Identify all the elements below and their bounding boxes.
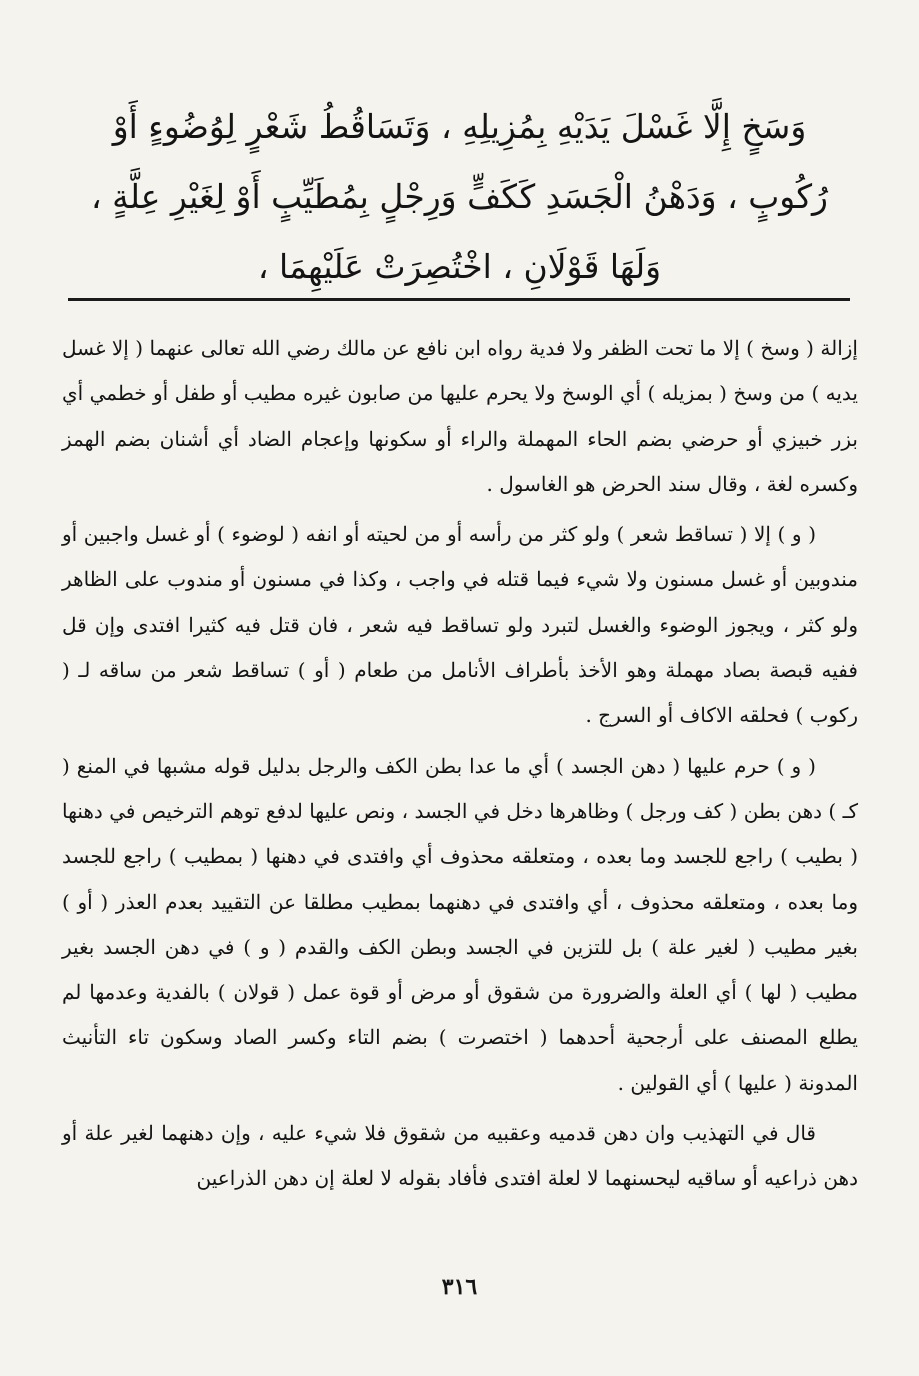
commentary-paragraph: ( و ) إلا ( تساقط شعر ) ولو كثر من رأسه أو من لحيته أو انفه ( لوضوء ) أو غسل واجبين أو مندوبين أو غسل مسنون ولا شيء فيما قتله في واجب ، وكذا في مسنون أو مندوب على الظاهر ولو كثر ، ويجوز الوضوء والغسل لتبرد ولو تساقط فيه شعر ، فان قتل فيه كثيرا افتدى وإن قل ففيه قبصة بصاد مهملة وهو الأخذ بأطراف الأنامل من طعام ( أو ) تساقط شعر من ساقه لـ ( ركوب ) فحلقه الاكاف أو السرج .	[62, 522, 859, 728]
commentary-paragraph: ( و ) حرم عليها ( دهن الجسد ) أي ما عدا بطن الكف والرجل بدليل قوله مشبها في المنع ( كـ ) دهن بطن ( كف ورجل ) وظاهرها دخل في الجسد ، ونص عليها لدفع توهم الترخيص في دهنها ( بطيب ) راجع للجسد وما بعده ، ومتعلقه محذوف أي وافتدى في دهنها ( بمطيب ) راجع للجسد وما بعده ، ومتعلقه محذوف ، أي وافتدى في دهنهما بمطيب مطلقا عن التقييد بعدم العذر ( أو ) بغير مطيب ( لغير علة ) بل للتزين في الجسد وبطن الكف والقدم ( و ) في دهن الجسد بغير مطيب ( لها ) أي العلة والضرورة من شقوق أو مرض أو قوة عمل ( قولان ) بالفدية وعدمها لم يطلع المصنف على أرجحية أحدهما ( اختصرت ) بضم التاء وكسر الصاد وسكون تاء التأنيث المدونة ( عليها ) أي القولين .	[62, 753, 859, 1095]
verse-line: وَلَهَا قَوْلَانِ ، اخْتُصِرَتْ عَلَيْهِمَا ،	[257, 247, 662, 286]
section-divider	[68, 298, 850, 301]
commentary-block	[62, 326, 858, 1207]
commentary-paragraph: قال في التهذيب وان دهن قدميه وعقبيه من شقوق فلا شيء عليه ، وإن دهنهما لغير علة أو دهن ذراعيه أو ساقيه ليحسنهما لا لعلة افتدى فأفاد بقوله لا لعلة إن دهن الذراعين	[62, 1121, 858, 1191]
verse-line: رُكُوبٍ ، وَدَهْنُ الْجَسَدِ كَكَفٍّ وَرِجْلٍ بِمُطَيِّبٍ أَوْ لِغَيْرِ عِلَّةٍ ،	[90, 177, 828, 216]
page-number: ٣١٦	[441, 1274, 478, 1300]
verse-block	[60, 92, 859, 302]
commentary-paragraph: إزالة ( وسخ ) إلا ما تحت الظفر ولا فدية رواه ابن نافع عن مالك رضي الله تعالى عنهما ( إلا غسل يديه ) من وسخ ( بمزيله ) أي الوسخ ولا يحرم عليها من صابون غيره مطيب أو طفل أو خطمي أي بزر خبيزي أو حرضي بضم الحاء المهملة والراء أو سكونها وإعجام الضاد أي أشنان بضم الهمز وكسره لغة ، وقال سند الحرض هو الغاسول .	[62, 336, 859, 496]
verse-line: وَسَخٍ إِلَّا غَسْلَ يَدَيْهِ بِمُزِيلِهِ ، وَتَسَاقُطُ شَعْرٍ لِوُضُوءٍ أَوْ	[112, 107, 807, 146]
